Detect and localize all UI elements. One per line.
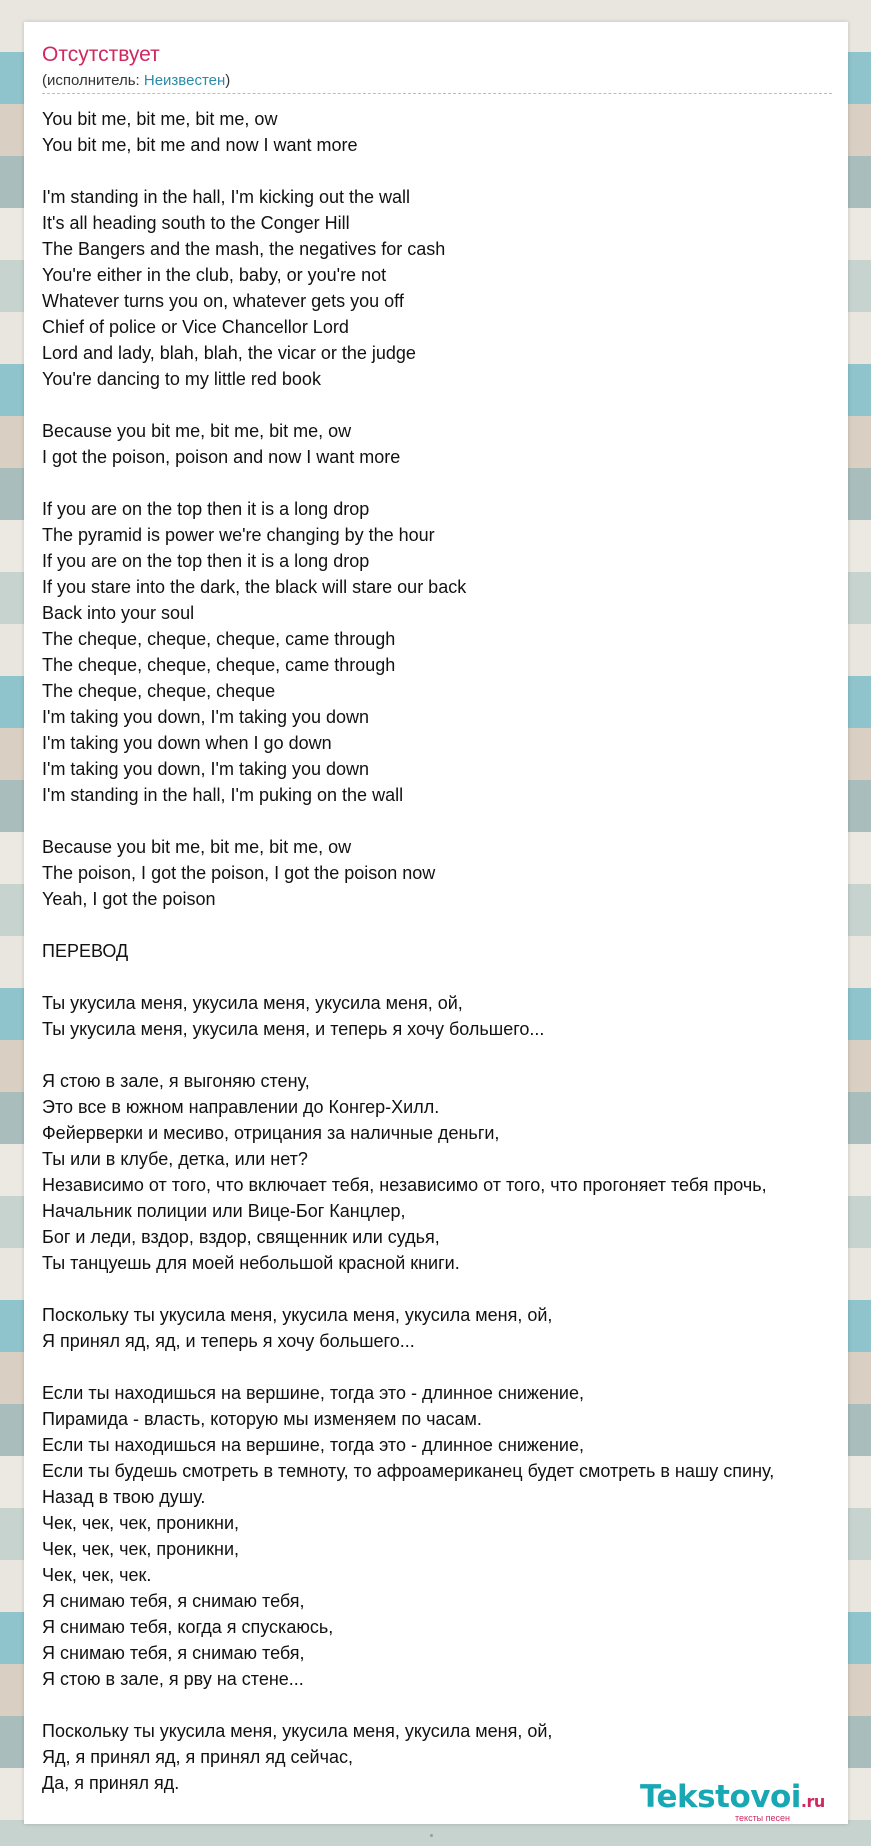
lyric-line: Фейерверки и месиво, отрицания за наличные деньги, [42,1123,500,1143]
lyric-line: Начальник полиции или Вице-Бог Канцлер, [42,1201,406,1221]
lyric-blank-line [42,392,848,418]
lyric-line: Ты или в клубе, детка, или нет? [42,1149,308,1169]
lyric-blank-line [42,1692,848,1718]
lyric-line: Yeah, I got the poison [42,889,216,909]
lyric-blank-line [42,808,848,834]
header-divider [42,93,832,94]
lyric-line: Я стою в зале, я рву на стене... [42,1669,304,1689]
lyric-blank-line [42,1276,848,1302]
lyric-line: You bit me, bit me, bit me, ow [42,109,278,129]
lyric-line: Because you bit me, bit me, bit me, ow [42,421,352,441]
lyric-line: I'm standing in the hall, I'm puking on the wall [42,785,404,805]
lyric-line: The cheque, cheque, cheque, came through [42,629,396,649]
lyric-line: If you are on the top then it is a long drop [42,551,370,571]
lyric-line: I got the poison, poison and now I want more [42,447,401,467]
logo-name: Tekstovoi [640,1779,801,1815]
lyric-line: Чек, чек, чек, проникни, [42,1539,240,1559]
artist-link[interactable]: Неизвестен [143,72,226,89]
lyric-blank-line [42,912,848,938]
lyric-line: Поскольку ты укусила меня, укусила меня, укусила меня, ой, [42,1721,553,1741]
lyric-blank-line [42,964,848,990]
lyric-line: If you are on the top then it is a long drop [42,499,370,519]
artist-line [42,72,230,90]
logo-tagline: тексты песен [735,1813,791,1823]
lyric-line: Если ты будешь смотреть в темноту, то афроамериканец будет смотреть в нашу спину, [42,1461,775,1481]
lyric-line: ПЕРЕВОД [42,941,129,961]
lyric-line: Если ты находишься на вершине, тогда это - длинное снижение, [42,1435,584,1455]
lyric-line: The cheque, cheque, cheque, came through [42,655,396,675]
lyric-line: Because you bit me, bit me, bit me, ow [42,837,352,857]
lyric-line: I'm taking you down when I go down [42,733,332,753]
lyric-blank-line [42,158,848,184]
lyrics-text [42,106,848,1796]
lyric-line: Назад в твою душу. [42,1487,206,1507]
lyric-line: You're dancing to my little red book [42,369,321,389]
lyric-line: Я принял яд, яд, и теперь я хочу большего... [42,1331,415,1351]
lyric-line: Ты укусила меня, укусила меня, и теперь я хочу большего... [42,1019,545,1039]
lyric-line: Chief of police or Vice Chancellor Lord [42,317,349,337]
lyric-line: Back into your soul [42,603,195,623]
lyric-line: Я снимаю тебя, когда я спускаюсь, [42,1617,334,1637]
lyric-line: Я снимаю тебя, я снимаю тебя, [42,1643,305,1663]
lyric-line: Пирамида - власть, которую мы изменяем по часам. [42,1409,482,1429]
lyric-line: Ты укусила меня, укусила меня, укусила меня, ой, [42,993,463,1013]
lyric-line: Яд, я принял яд, я принял яд сейчас, [42,1747,353,1767]
lyric-line: Поскольку ты укусила меня, укусила меня, укусила меня, ой, [42,1305,553,1325]
lyric-blank-line [42,1042,848,1068]
lyric-line: If you stare into the dark, the black will stare our back [42,577,467,597]
page-dot [430,1834,433,1837]
lyric-line: Ты танцуешь для моей небольшой красной книги. [42,1253,460,1273]
lyric-line: The poison, I got the poison, I got the poison now [42,863,436,883]
lyric-line: Бог и леди, вздор, вздор, священник или судья, [42,1227,440,1247]
artist-suffix: ) [225,72,231,89]
lyric-line: Чек, чек, чек. [42,1565,152,1585]
lyric-line: Да, я принял яд. [42,1773,180,1793]
logo-suffix: .ru [800,1792,825,1811]
lyric-blank-line [42,1354,848,1380]
lyric-line: I'm standing in the hall, I'm kicking out the wall [42,187,411,207]
lyric-blank-line [42,470,848,496]
artist-prefix: (исполнитель: [42,72,144,89]
lyric-line: The pyramid is power we're changing by the hour [42,525,435,545]
lyric-line: The cheque, cheque, cheque [42,681,276,701]
site-logo[interactable] [640,1779,840,1823]
lyric-line: It's all heading south to the Conger Hill [42,213,350,233]
lyric-line: You're either in the club, baby, or you're not [42,265,387,285]
lyric-line: Я стою в зале, я выгоняю стену, [42,1071,310,1091]
lyric-line: The Bangers and the mash, the negatives for cash [42,239,446,259]
lyrics-card [24,22,848,1824]
lyric-line: Независимо от того, что включает тебя, независимо от того, что прогоняет тебя прочь, [42,1175,767,1195]
lyric-line: Это все в южном направлении до Конгер-Хилл. [42,1097,440,1117]
lyric-line: Я снимаю тебя, я снимаю тебя, [42,1591,305,1611]
lyric-line: Если ты находишься на вершине, тогда это - длинное снижение, [42,1383,584,1403]
lyric-line: Lord and lady, blah, blah, the vicar or the judge [42,343,416,363]
lyric-line: I'm taking you down, I'm taking you down [42,707,370,727]
lyric-line: You bit me, bit me and now I want more [42,135,358,155]
lyric-line: Whatever turns you on, whatever gets you off [42,291,404,311]
song-title: Отсутствует [42,43,160,66]
lyric-line: Чек, чек, чек, проникни, [42,1513,240,1533]
lyric-line: I'm taking you down, I'm taking you down [42,759,370,779]
